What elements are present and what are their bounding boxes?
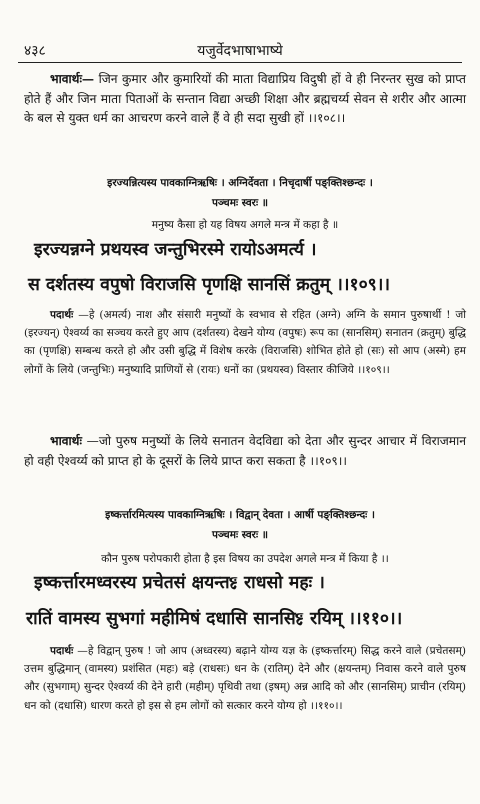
- padartha-110: [24, 642, 466, 715]
- rishi-devata-line-109: इरज्यन्नित्यस्य पावकाग्निऋषिः । अग्निर्देवता । निचृदार्षी पङ्क्तिश्छन्दः ।: [107, 177, 373, 189]
- mantra-109-line-1: इरज्यन्नग्ने प्रथयस्व जन्तुभिरस्मे रायोऽअमर्त्य ।: [34, 240, 317, 260]
- mantra-intro-110: कौन पुरुष परोपकारी होता है इस विषय का उपदेश अगले मन्त्र में किया है ।।: [101, 553, 389, 565]
- svara-line-109: पञ्चमः स्वरः ॥: [211, 197, 269, 209]
- page-number: ४३८: [24, 43, 46, 59]
- bhavartha-label: भावार्थः: [50, 434, 82, 448]
- mantra-110-line-1: इष्कर्त्तारमध्वरस्य प्रचेतसं क्षयन्तᳯ राधसो महः ।: [34, 573, 325, 593]
- rishi-devata-line-110: इष्कर्त्तारमित्यस्य पावकाग्निऋषिः । विद्वान् देवता । आर्षी पङ्क्तिश्छन्दः ।: [105, 509, 375, 521]
- bhavartha-109: [24, 432, 466, 471]
- padartha-text: —हे विद्वान् पुरुष ! जो आप (अध्वरस्य) बढ़ाने योग्य यज्ञ के (इष्कर्त्तारम्) सिद्ध करने वाले (प्रचेतसम्) उत्तम बुद्धिमान् (वामस्य) प्रशंसित (महः) बड़े (राधसः) धन के (रातिम्) देने और (क्षयन्तम्) निवास करने वाले पुरुष और (सुभगाम्) सुन्दर ऐश्वर्य्य की देने हारी (महीम्) पृथिवी तथा (इषम्) अन्न आदि को और (सानसिम्) प्राचीन (रयिम्) धन को (दधासि) धारण करते हो इस से हम लोगों को सत्कार करने योग्य हो ।।११०।।: [24, 645, 466, 712]
- bhavartha-text: —जो पुरुष मनुष्यों के लिये सनातन वेदविद्या को देता और सुन्दर आचार में विराजमान हो वही ऐश्वर्य्य को प्राप्त हो के दूसरों के लिये प्राप्त करा सकता है ।।१०९।।: [24, 434, 467, 468]
- padartha-label: पदार्थः: [50, 309, 74, 321]
- bhavartha-text: जिन कुमार और कुमारियों की माता विद्याप्रिय विदुषी हों वे ही निरन्तर सुख को प्राप्त होते हैं और जिन माता पिताओं के सन्तान विद्या अच्छी शिक्षा और ब्रह्मचर्य्य सेवन से शरीर और आत्मा के बल से युक्त धर्म का आचरण करने वाले हैं वे ही सदा सुखी हों ।।१०८।।: [24, 72, 466, 125]
- mantra-110-line-2: रातिं वामस्य सुभगां महीमिषं दधासि सानसिᳯ रयिम् ।।११०।।: [26, 609, 403, 629]
- svara-line-110: पञ्चमः स्वरः ॥: [211, 529, 269, 541]
- running-title: यजुर्वेदभाषाभाष्ये: [197, 43, 283, 59]
- mantra-109-line-2: स दर्शतस्य वपुषो विराजसि पृणक्षि सानसिं क्रतुम् ।।१०९।।: [28, 275, 391, 295]
- mantra-intro-109: मनुष्य कैसा हो यह विषय अगले मन्त्र में कहा है ॥: [151, 219, 339, 231]
- page-header: [18, 40, 462, 63]
- padartha-109: [24, 306, 466, 379]
- bhavartha-108: [24, 70, 466, 129]
- bhavartha-label: भावार्थः—: [50, 72, 95, 86]
- padartha-label: पदार्थः: [50, 645, 74, 657]
- padartha-text: —हे (अमर्त्य) नाश और संसारी मनुष्यों के स्वभाव से रहित (अग्ने) अग्नि के समान पुरुषार्थी ! जो (इरज्यन्) ऐश्वर्य्य का सञ्चय करते हुए आप (दर्शतस्य) देखने योग्य (वपुषः) रूप का (सानसिम्) सनातन (क्रतुम्) बुद्धि का (पृणक्षि) सम्बन्ध करते हो और उसी बुद्धि में विशेष करके (विराजसि) शोभित होते हो (सः) सो आप (अस्मे) हम लोगों के लिये (जन्तुभिः) मनुष्यादि प्राणियों से (रायः) धनों का (प्रथयस्व) विस्तार कीजिये ।।१०९।।: [24, 309, 466, 376]
